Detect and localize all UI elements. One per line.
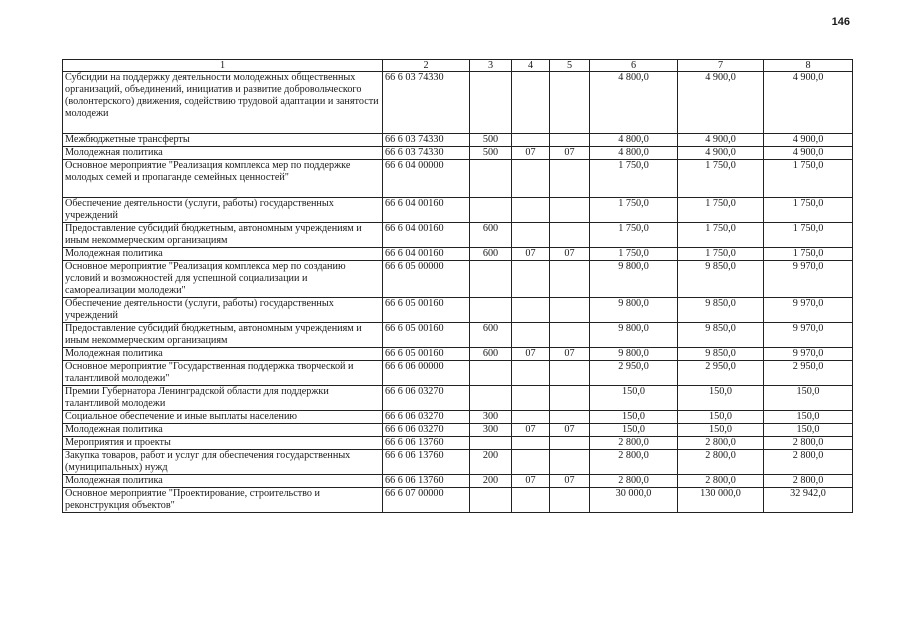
- table-row: [63, 323, 853, 348]
- section-cell: [512, 488, 550, 513]
- amount-year2-cell: 1 750,0: [678, 248, 764, 261]
- amount-year3-cell: 32 942,0: [764, 488, 853, 513]
- amount-year1-cell: 4 800,0: [590, 147, 678, 160]
- subsection-cell: 07: [550, 475, 590, 488]
- amount-year3-cell: 4 900,0: [764, 134, 853, 147]
- item-name-cell: Молодежная политика: [63, 475, 383, 488]
- table-row: [63, 72, 853, 134]
- amount-year3-cell: 150,0: [764, 424, 853, 437]
- target-code-cell: 66 6 06 13760: [383, 450, 470, 475]
- amount-year1-cell: 9 800,0: [590, 323, 678, 348]
- target-code-cell: 66 6 06 13760: [383, 475, 470, 488]
- subsection-cell: [550, 437, 590, 450]
- amount-year2-cell: 2 950,0: [678, 361, 764, 386]
- table-row: [63, 248, 853, 261]
- table-row: [63, 424, 853, 437]
- expense-type-cell: [470, 437, 512, 450]
- amount-year3-cell: 150,0: [764, 411, 853, 424]
- amount-year3-cell: 1 750,0: [764, 198, 853, 223]
- expense-type-cell: 300: [470, 411, 512, 424]
- header-cell: 3: [470, 60, 512, 72]
- amount-year3-cell: 9 970,0: [764, 261, 853, 298]
- section-cell: [512, 134, 550, 147]
- expense-type-cell: 600: [470, 223, 512, 248]
- amount-year2-cell: 150,0: [678, 424, 764, 437]
- table-header-row: [63, 60, 853, 72]
- subsection-cell: [550, 72, 590, 134]
- amount-year2-cell: 2 800,0: [678, 475, 764, 488]
- amount-year3-cell: 1 750,0: [764, 248, 853, 261]
- amount-year3-cell: 1 750,0: [764, 160, 853, 198]
- amount-year3-cell: 4 900,0: [764, 72, 853, 134]
- item-name-cell: Основное мероприятие "Проектирование, строительство и реконструкция объектов": [63, 488, 383, 513]
- expense-type-cell: [470, 488, 512, 513]
- table-row: [63, 411, 853, 424]
- amount-year2-cell: 9 850,0: [678, 261, 764, 298]
- expense-type-cell: [470, 72, 512, 134]
- item-name-cell: Молодежная политика: [63, 147, 383, 160]
- subsection-cell: [550, 411, 590, 424]
- target-code-cell: 66 6 06 03270: [383, 424, 470, 437]
- subsection-cell: 07: [550, 248, 590, 261]
- amount-year1-cell: 9 800,0: [590, 348, 678, 361]
- item-name-cell: Мероприятия и проекты: [63, 437, 383, 450]
- item-name-cell: Обеспечение деятельности (услуги, работы) государственных учреждений: [63, 198, 383, 223]
- subsection-cell: [550, 298, 590, 323]
- amount-year2-cell: 1 750,0: [678, 223, 764, 248]
- subsection-cell: 07: [550, 147, 590, 160]
- amount-year1-cell: 9 800,0: [590, 261, 678, 298]
- budget-table: [62, 59, 853, 513]
- amount-year2-cell: 9 850,0: [678, 348, 764, 361]
- section-cell: 07: [512, 348, 550, 361]
- table-row: [63, 450, 853, 475]
- section-cell: 07: [512, 424, 550, 437]
- amount-year2-cell: 9 850,0: [678, 298, 764, 323]
- expense-type-cell: 500: [470, 134, 512, 147]
- target-code-cell: 66 6 06 13760: [383, 437, 470, 450]
- target-code-cell: 66 6 05 00160: [383, 298, 470, 323]
- amount-year1-cell: 1 750,0: [590, 223, 678, 248]
- expense-type-cell: [470, 160, 512, 198]
- amount-year1-cell: 2 800,0: [590, 437, 678, 450]
- target-code-cell: 66 6 03 74330: [383, 72, 470, 134]
- subsection-cell: 07: [550, 348, 590, 361]
- item-name-cell: Основное мероприятие "Реализация комплекса мер по поддержке молодых семей и пропаганде семейных ценностей": [63, 160, 383, 198]
- amount-year1-cell: 1 750,0: [590, 198, 678, 223]
- target-code-cell: 66 6 07 00000: [383, 488, 470, 513]
- header-cell: 7: [678, 60, 764, 72]
- expense-type-cell: 600: [470, 348, 512, 361]
- amount-year2-cell: 2 800,0: [678, 450, 764, 475]
- target-code-cell: 66 6 06 03270: [383, 411, 470, 424]
- subsection-cell: [550, 160, 590, 198]
- target-code-cell: 66 6 04 00160: [383, 198, 470, 223]
- amount-year2-cell: 9 850,0: [678, 323, 764, 348]
- table-row: [63, 437, 853, 450]
- item-name-cell: Предоставление субсидий бюджетным, автономным учреждениям и иным некоммерческим организациям: [63, 223, 383, 248]
- amount-year3-cell: 2 950,0: [764, 361, 853, 386]
- subsection-cell: [550, 488, 590, 513]
- amount-year2-cell: 1 750,0: [678, 198, 764, 223]
- header-cell: 6: [590, 60, 678, 72]
- item-name-cell: Межбюджетные трансферты: [63, 134, 383, 147]
- item-name-cell: Социальное обеспечение и иные выплаты населению: [63, 411, 383, 424]
- target-code-cell: 66 6 05 00000: [383, 261, 470, 298]
- subsection-cell: [550, 323, 590, 348]
- amount-year1-cell: 2 950,0: [590, 361, 678, 386]
- table-row: [63, 488, 853, 513]
- item-name-cell: Основное мероприятие "Государственная поддержка творческой и талантливой молодежи": [63, 361, 383, 386]
- amount-year2-cell: 150,0: [678, 386, 764, 411]
- item-name-cell: Обеспечение деятельности (услуги, работы) государственных учреждений: [63, 298, 383, 323]
- item-name-cell: Субсидии на поддержку деятельности молодежных общественных организаций, объединений, инициатив и развитие добровольческого (волонтерского) движения, содействию трудовой адаптации и занятости молодежи: [63, 72, 383, 134]
- section-cell: [512, 261, 550, 298]
- amount-year3-cell: 150,0: [764, 386, 853, 411]
- table-row: [63, 198, 853, 223]
- item-name-cell: Молодежная политика: [63, 348, 383, 361]
- section-cell: [512, 437, 550, 450]
- amount-year2-cell: 150,0: [678, 411, 764, 424]
- section-cell: 07: [512, 248, 550, 261]
- subsection-cell: [550, 134, 590, 147]
- table-row: [63, 223, 853, 248]
- amount-year1-cell: 150,0: [590, 424, 678, 437]
- amount-year3-cell: 2 800,0: [764, 475, 853, 488]
- expense-type-cell: [470, 361, 512, 386]
- header-cell: 1: [63, 60, 383, 72]
- section-cell: 07: [512, 147, 550, 160]
- expense-type-cell: 300: [470, 424, 512, 437]
- section-cell: [512, 298, 550, 323]
- amount-year2-cell: 2 800,0: [678, 437, 764, 450]
- section-cell: [512, 386, 550, 411]
- amount-year3-cell: 2 800,0: [764, 450, 853, 475]
- section-cell: [512, 198, 550, 223]
- amount-year3-cell: 9 970,0: [764, 348, 853, 361]
- amount-year2-cell: 4 900,0: [678, 147, 764, 160]
- target-code-cell: 66 6 04 00160: [383, 248, 470, 261]
- subsection-cell: [550, 261, 590, 298]
- section-cell: [512, 323, 550, 348]
- table-row: [63, 134, 853, 147]
- table-row: [63, 298, 853, 323]
- section-cell: 07: [512, 475, 550, 488]
- amount-year1-cell: 4 800,0: [590, 72, 678, 134]
- table-row: [63, 261, 853, 298]
- subsection-cell: [550, 198, 590, 223]
- expense-type-cell: [470, 198, 512, 223]
- amount-year2-cell: 4 900,0: [678, 134, 764, 147]
- amount-year1-cell: 150,0: [590, 386, 678, 411]
- amount-year1-cell: 30 000,0: [590, 488, 678, 513]
- amount-year2-cell: 130 000,0: [678, 488, 764, 513]
- item-name-cell: Молодежная политика: [63, 424, 383, 437]
- subsection-cell: [550, 386, 590, 411]
- target-code-cell: 66 6 06 03270: [383, 386, 470, 411]
- amount-year3-cell: 9 970,0: [764, 298, 853, 323]
- target-code-cell: 66 6 04 00000: [383, 160, 470, 198]
- item-name-cell: Премии Губернатора Ленинградской области для поддержки талантливой молодежи: [63, 386, 383, 411]
- section-cell: [512, 450, 550, 475]
- target-code-cell: 66 6 03 74330: [383, 134, 470, 147]
- amount-year1-cell: 150,0: [590, 411, 678, 424]
- expense-type-cell: 600: [470, 248, 512, 261]
- header-cell: 4: [512, 60, 550, 72]
- amount-year1-cell: 2 800,0: [590, 450, 678, 475]
- target-code-cell: 66 6 05 00160: [383, 348, 470, 361]
- table-row: [63, 475, 853, 488]
- section-cell: [512, 223, 550, 248]
- amount-year1-cell: 9 800,0: [590, 298, 678, 323]
- table-row: [63, 160, 853, 198]
- expense-type-cell: 500: [470, 147, 512, 160]
- item-name-cell: Молодежная политика: [63, 248, 383, 261]
- table-row: [63, 348, 853, 361]
- header-cell: 2: [383, 60, 470, 72]
- header-cell: 8: [764, 60, 853, 72]
- amount-year3-cell: 1 750,0: [764, 223, 853, 248]
- subsection-cell: [550, 450, 590, 475]
- expense-type-cell: 200: [470, 475, 512, 488]
- table-row: [63, 361, 853, 386]
- subsection-cell: 07: [550, 424, 590, 437]
- amount-year3-cell: 9 970,0: [764, 323, 853, 348]
- section-cell: [512, 361, 550, 386]
- amount-year3-cell: 2 800,0: [764, 437, 853, 450]
- amount-year1-cell: 2 800,0: [590, 475, 678, 488]
- amount-year1-cell: 1 750,0: [590, 160, 678, 198]
- amount-year1-cell: 4 800,0: [590, 134, 678, 147]
- section-cell: [512, 411, 550, 424]
- target-code-cell: 66 6 03 74330: [383, 147, 470, 160]
- page-number: 146: [831, 16, 850, 28]
- subsection-cell: [550, 361, 590, 386]
- expense-type-cell: 200: [470, 450, 512, 475]
- subsection-cell: [550, 223, 590, 248]
- amount-year1-cell: 1 750,0: [590, 248, 678, 261]
- target-code-cell: 66 6 06 00000: [383, 361, 470, 386]
- table-row: [63, 386, 853, 411]
- section-cell: [512, 72, 550, 134]
- target-code-cell: 66 6 04 00160: [383, 223, 470, 248]
- target-code-cell: 66 6 05 00160: [383, 323, 470, 348]
- table-row: [63, 147, 853, 160]
- header-cell: 5: [550, 60, 590, 72]
- item-name-cell: Закупка товаров, работ и услуг для обеспечения государственных (муниципальных) нужд: [63, 450, 383, 475]
- expense-type-cell: [470, 298, 512, 323]
- item-name-cell: Основное мероприятие "Реализация комплекса мер по созданию условий и возможностей для успешной социализации и самореализации молодежи": [63, 261, 383, 298]
- amount-year3-cell: 4 900,0: [764, 147, 853, 160]
- section-cell: [512, 160, 550, 198]
- amount-year2-cell: 4 900,0: [678, 72, 764, 134]
- expense-type-cell: [470, 261, 512, 298]
- item-name-cell: Предоставление субсидий бюджетным, автономным учреждениям и иным некоммерческим организациям: [63, 323, 383, 348]
- expense-type-cell: 600: [470, 323, 512, 348]
- expense-type-cell: [470, 386, 512, 411]
- amount-year2-cell: 1 750,0: [678, 160, 764, 198]
